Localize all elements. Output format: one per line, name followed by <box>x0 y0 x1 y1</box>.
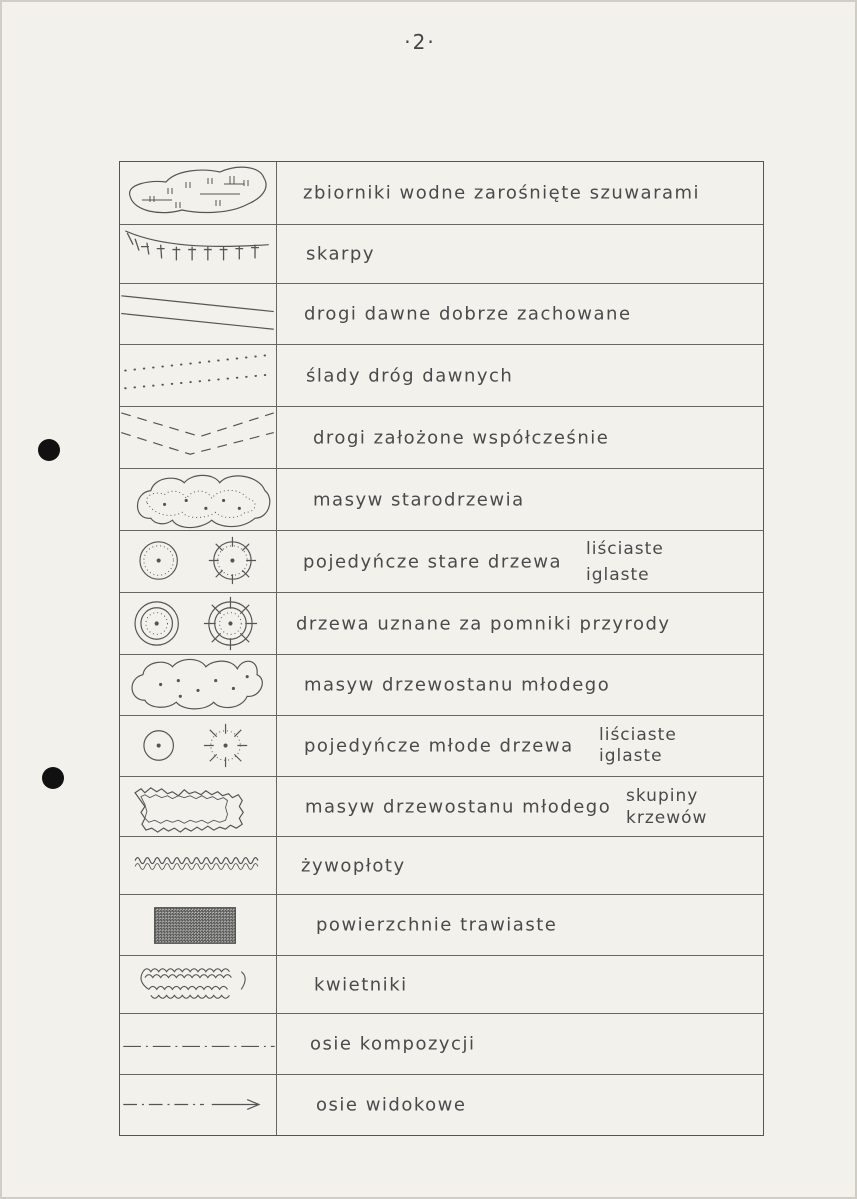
legend-sub-labels <box>626 785 707 829</box>
sub-label-coniferous: iglaste <box>586 565 650 585</box>
embankment-icon <box>120 225 277 283</box>
legend-row <box>120 468 763 530</box>
legend-row <box>120 592 763 654</box>
young-stand-mass-icon <box>120 655 277 715</box>
single-old-trees-icon <box>120 531 277 592</box>
legend-label: kwietniki <box>314 974 408 995</box>
legend-row <box>120 530 763 592</box>
legend-label: drogi dawne dobrze zachowane <box>304 303 632 325</box>
legend-row <box>120 654 763 715</box>
legend-label: pojedyńcze młode drzewa <box>304 735 574 757</box>
legend-label: masyw drzewostanu młodego <box>304 674 611 696</box>
legend-label: ślady dróg dawnych <box>306 365 514 386</box>
legend-row <box>120 894 763 955</box>
legend-sub-labels <box>599 725 677 767</box>
legend-label: pojedyńcze stare drzewa <box>303 551 563 572</box>
legend-row <box>120 162 763 224</box>
old-tree-mass-icon <box>120 469 277 530</box>
legend-label: drogi założone współcześnie <box>313 427 610 448</box>
legend-row <box>120 1013 763 1074</box>
flowerbed-icon <box>120 956 277 1013</box>
legend-row <box>120 776 763 836</box>
legend-label: drzewa uznane za pomniki przyrody <box>296 613 671 634</box>
sub-label-shrubs: krzewów <box>626 808 708 828</box>
shrub-group-icon <box>120 777 277 836</box>
hedge-icon <box>120 837 277 894</box>
legend-table <box>119 161 764 1136</box>
punch-hole <box>42 767 64 789</box>
legend-row <box>120 836 763 894</box>
legend-row <box>120 955 763 1013</box>
legend-row <box>120 344 763 406</box>
nature-monument-trees-icon <box>120 593 277 654</box>
legend-row <box>120 283 763 344</box>
single-young-trees-icon <box>120 716 277 776</box>
modern-road-icon <box>120 407 277 468</box>
legend-row <box>120 224 763 283</box>
legend-row <box>120 406 763 468</box>
legend-row <box>120 1074 763 1135</box>
sub-label-coniferous: iglaste <box>599 746 663 766</box>
legend-label: masyw drzewostanu młodego <box>305 796 612 817</box>
reed-pond-icon <box>120 162 277 224</box>
legend-label: powierzchnie trawiaste <box>316 914 558 936</box>
legend-label: masyw starodrzewia <box>313 489 525 510</box>
lawn-icon <box>120 895 277 955</box>
legend-label: osie kompozycji <box>310 1033 476 1055</box>
sub-label-deciduous: liściaste <box>586 539 664 559</box>
sub-label-groups: skupiny <box>626 786 699 806</box>
legend-label: zbiorniki wodne zarośnięte szuwarami <box>303 182 701 204</box>
legend-sub-labels <box>586 538 664 586</box>
sub-label-deciduous: liściaste <box>599 725 677 745</box>
view-axis-icon <box>120 1075 277 1135</box>
old-road-icon <box>120 284 277 344</box>
road-trace-icon <box>120 345 277 406</box>
legend-label: osie widokowe <box>316 1094 467 1116</box>
legend-row <box>120 715 763 776</box>
legend-label: żywopłoty <box>301 855 406 876</box>
punch-hole <box>38 439 60 461</box>
page-number: ·2· <box>404 30 436 54</box>
legend-label: skarpy <box>306 243 375 265</box>
composition-axis-icon <box>120 1014 277 1074</box>
